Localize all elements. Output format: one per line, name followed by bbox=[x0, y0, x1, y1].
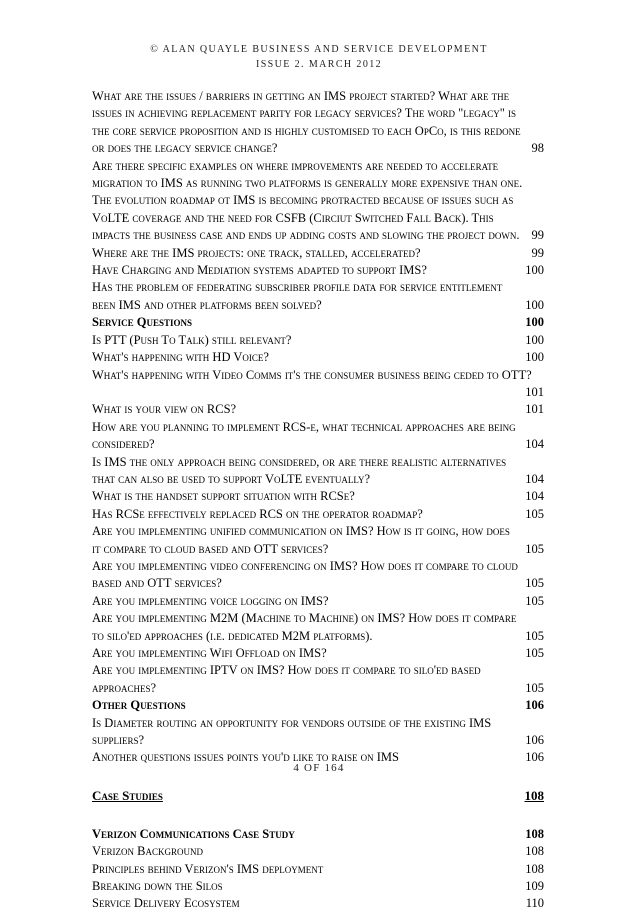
toc-entry-page: 105 bbox=[525, 576, 544, 591]
toc-entry-title: Have Charging and Mediation systems adapted to support IMS? bbox=[92, 263, 427, 278]
toc-list bbox=[92, 88, 544, 767]
toc-entry-page: 100 bbox=[525, 263, 544, 278]
toc-entry-title: How are you planning to implement RCS-e, what technical approaches are being considered? bbox=[92, 419, 516, 452]
toc-entry[interactable] bbox=[92, 558, 544, 593]
toc-entry-page: 105 bbox=[525, 646, 544, 660]
toc-entry-page: 101 bbox=[525, 402, 544, 417]
toc-entry-title: Service Delivery Ecosystem bbox=[92, 896, 240, 911]
toc-entry-page: 104 bbox=[525, 489, 544, 504]
toc-entry[interactable] bbox=[92, 861, 544, 878]
toc-entry-page: 99 bbox=[531, 245, 544, 260]
toc-entry[interactable] bbox=[92, 878, 544, 895]
toc-entry-title: Breaking down the Silos bbox=[92, 879, 223, 894]
toc-subheading[interactable] bbox=[92, 826, 544, 843]
toc-subheading[interactable] bbox=[92, 697, 544, 714]
toc-entry[interactable] bbox=[92, 367, 544, 384]
table-of-contents bbox=[92, 88, 544, 913]
toc-entry-title: Are you implementing video conferencing on IMS? How does it compare to cloud based and OTT services? bbox=[92, 558, 518, 591]
toc-entry-title: Other Questions bbox=[92, 698, 186, 713]
toc-entry[interactable] bbox=[92, 662, 544, 697]
toc-entry-page: 109 bbox=[525, 879, 544, 894]
toc-entry-title: What are the issues / barriers in getting an IMS project started? What are the issues in achieving replacement parity for legacy services? The word "legacy" is the core service proposition and is highly customised to each OpCo, is this redone or does the legacy service change? bbox=[92, 89, 521, 156]
toc-entry[interactable] bbox=[92, 715, 544, 750]
toc-entry[interactable] bbox=[92, 523, 544, 558]
toc-entry-page: 99 bbox=[531, 228, 544, 243]
toc-entry-page: 105 bbox=[525, 680, 544, 695]
toc-entry-title: What's happening with Video Comms it's the consumer business being ceded to OTT? bbox=[92, 367, 532, 382]
toc-entry-page: 98 bbox=[531, 141, 544, 156]
toc-entry-title: Are you implementing IPTV on IMS? How does it compare to silo'ed based approaches? bbox=[92, 663, 481, 695]
toc-entry[interactable] bbox=[92, 610, 544, 645]
toc-entry-title: Verizon Background bbox=[92, 844, 203, 859]
toc-entry-title: Is IMS the only approach being considered, or are there realistic alternatives that can also be used to support VoLTE eventually? bbox=[92, 454, 507, 486]
toc-entry-page: 101 bbox=[525, 384, 544, 399]
toc-entry-page: 105 bbox=[525, 628, 544, 643]
toc-entry-title: Are you implementing unified communication on IMS? How is it going, how does it compare to cloud based and OTT services? bbox=[92, 524, 510, 556]
toc-entry-title: Are you implementing Wifi Offload on IMS? bbox=[92, 646, 327, 660]
toc-section-page: 108 bbox=[524, 787, 544, 803]
toc-entry[interactable] bbox=[92, 349, 544, 366]
toc-entry[interactable] bbox=[92, 262, 544, 279]
toc-entry[interactable] bbox=[92, 843, 544, 860]
toc-entry-page: 106 bbox=[525, 750, 544, 765]
toc-section-case-studies[interactable] bbox=[92, 787, 544, 804]
toc-entry-title: Is PTT (Push To Talk) still relevant? bbox=[92, 332, 292, 347]
toc-entry-page: 110 bbox=[525, 896, 544, 911]
toc-entry-title: What's happening with HD Voice? bbox=[92, 350, 269, 365]
toc-entry[interactable] bbox=[92, 645, 544, 662]
toc-entry-page: 100 bbox=[525, 297, 544, 312]
toc-entry[interactable] bbox=[92, 245, 544, 262]
toc-entry[interactable] bbox=[92, 158, 544, 245]
toc-entry[interactable] bbox=[92, 419, 544, 454]
toc-entry-title: What is the handset support situation with RCSe? bbox=[92, 489, 355, 504]
toc-entry[interactable] bbox=[92, 593, 544, 610]
toc-entry-page: 108 bbox=[525, 861, 544, 876]
toc-entry-page: 100 bbox=[525, 332, 544, 347]
toc-entry[interactable] bbox=[92, 88, 544, 158]
toc-entry-page: 100 bbox=[525, 315, 544, 330]
toc-entry-title: Principles behind Verizon's IMS deployment bbox=[92, 861, 324, 876]
toc-subheading[interactable] bbox=[92, 314, 544, 331]
toc-entry-page: 108 bbox=[525, 844, 544, 859]
toc-entry-title: What is your view on RCS? bbox=[92, 402, 237, 417]
toc-entry-title: Has RCSe effectively replaced RCS on the operator roadmap? bbox=[92, 506, 423, 521]
toc-entry-title: Is Diameter routing an opportunity for vendors outside of the existing IMS suppliers? bbox=[92, 715, 492, 748]
toc-entry[interactable] bbox=[92, 488, 544, 505]
header-issue: ISSUE 2. MARCH 2012 bbox=[255, 59, 383, 70]
toc-entry-page: 105 bbox=[525, 593, 544, 608]
page-number: 4 OF 164 bbox=[293, 762, 345, 774]
toc-list-case-studies bbox=[92, 826, 544, 913]
toc-entry-title: Another questions issues points you'd like to raise on IMS bbox=[92, 750, 399, 765]
toc-entry-title: Are you implementing M2M (Machine to Machine) on IMS? How does it compare to silo'ed approaches (i.e. dedicated M2M platforms). bbox=[92, 611, 517, 643]
toc-entry-title: Has the problem of federating subscriber profile data for service entitlement been IMS and other platforms been solved? bbox=[92, 280, 503, 312]
toc-entry[interactable] bbox=[92, 895, 544, 912]
toc-entry-page: 100 bbox=[525, 350, 544, 365]
toc-entry[interactable] bbox=[92, 279, 544, 314]
toc-entry-title: Verizon Communications Case Study bbox=[92, 826, 295, 841]
toc-entry-title: Service Questions bbox=[92, 315, 193, 330]
header-copyright: © ALAN QUAYLE BUSINESS AND SERVICE DEVELOPMENT bbox=[150, 44, 488, 55]
toc-entry-title: Are there specific examples on where improvements are needed to accelerate migration to IMS as running two platforms is generally more expensive than one. The evolution roadmap ot IMS is becoming protracted because of issues such as VoLTE coverage and the need for CSFB (Circiut Switched Fall Back). This impacts the business case and ends up adding costs and slowing the project down. bbox=[92, 158, 523, 243]
toc-entry[interactable] bbox=[92, 401, 544, 418]
toc-entry-page: 108 bbox=[525, 826, 544, 841]
toc-entry-title: Are you implementing voice logging on IMS? bbox=[92, 593, 329, 608]
page-header bbox=[0, 42, 638, 72]
page-footer bbox=[0, 762, 638, 774]
toc-entry-page: 104 bbox=[525, 471, 544, 486]
toc-entry[interactable] bbox=[92, 454, 544, 489]
toc-entry-title: Where are the IMS projects: one track, stalled, accelerated? bbox=[92, 245, 421, 260]
toc-section-title: Case Studies bbox=[92, 787, 163, 803]
toc-entry-page: 105 bbox=[525, 506, 544, 521]
toc-entry-page: 104 bbox=[525, 437, 544, 452]
toc-entry[interactable] bbox=[92, 332, 544, 349]
toc-entry-page: 105 bbox=[525, 541, 544, 556]
toc-entry-page: 106 bbox=[525, 733, 544, 748]
toc-entry-page: 106 bbox=[525, 698, 544, 713]
toc-entry[interactable] bbox=[92, 506, 544, 523]
